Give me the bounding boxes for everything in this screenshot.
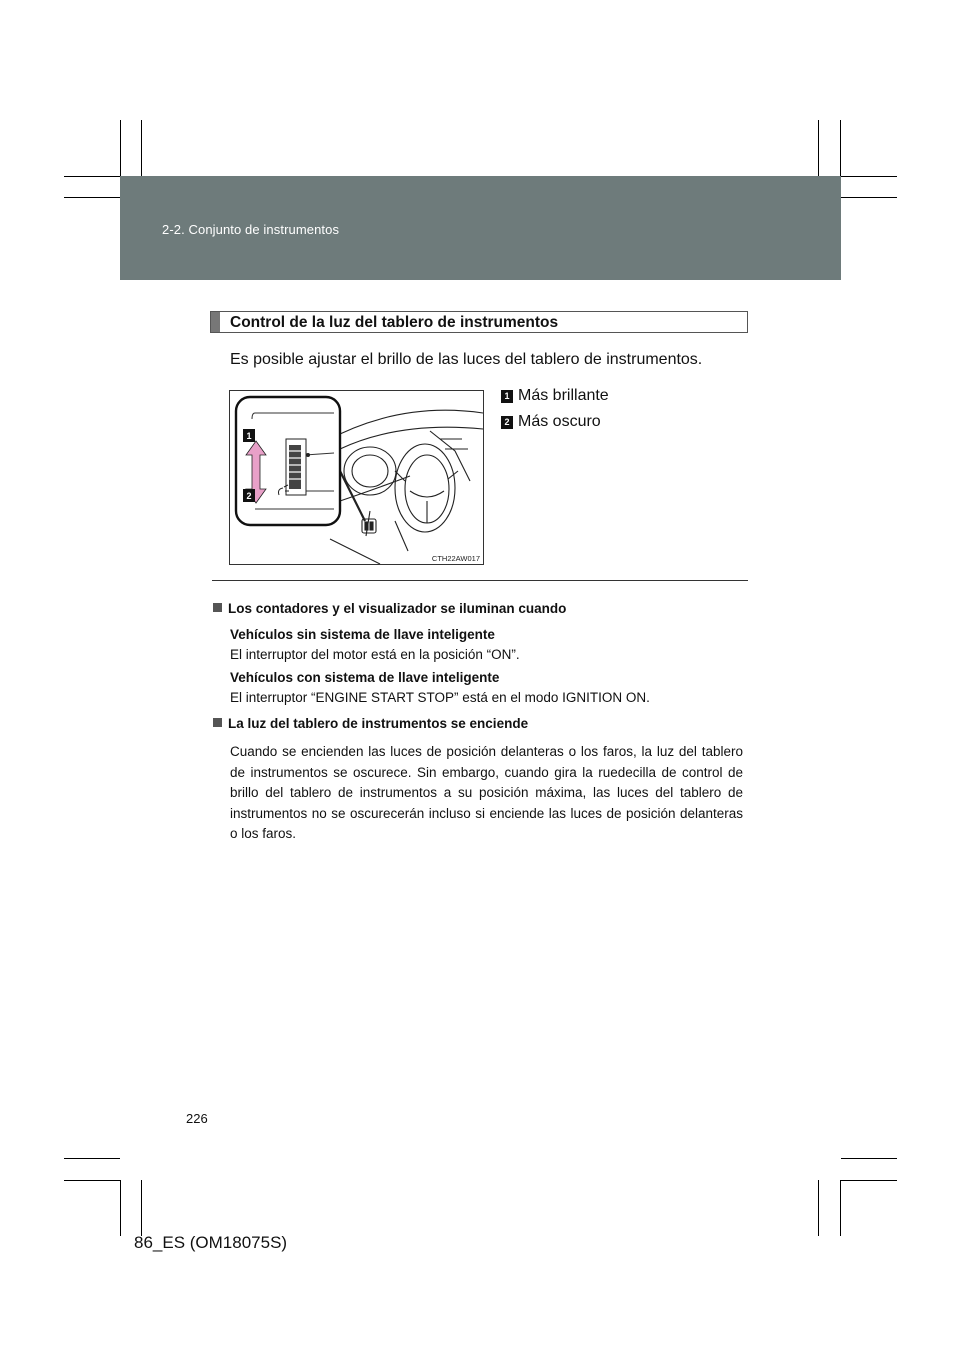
legend-number: 2 <box>501 416 513 429</box>
dashboard-illustration <box>229 390 484 565</box>
crop-mark <box>841 1180 897 1181</box>
crop-mark <box>818 120 819 176</box>
dimming-paragraph: Cuando se encienden las luces de posición delanteras o los faros, la luz del tablero de instrumentos se oscurece. Sin embargo, cuando gira la ruedecilla de control de brillo del tablero de instrumentos a su posición máxima, las luces del tablero de instrumentos no se oscurecerán incluso si enciende las luces de posición delanteras o los faros. <box>230 744 743 841</box>
section-heading-box <box>210 311 748 333</box>
text-without-smart-key: El interruptor del motor está en la posición “ON”. <box>230 647 520 662</box>
legend-label: Más brillante <box>518 387 609 404</box>
page-number: 226 <box>186 1111 208 1126</box>
divider <box>212 580 748 581</box>
crop-mark <box>64 176 120 177</box>
crop-mark <box>841 1158 897 1159</box>
breadcrumb: 2-2. Conjunto de instrumentos <box>162 222 340 237</box>
text-with-smart-key: El interruptor “ENGINE START STOP” está en el modo IGNITION ON. <box>230 690 650 705</box>
intro-text: Es posible ajustar el brillo de las luces del tablero de instrumentos. <box>230 351 703 368</box>
bullet-square <box>213 603 222 612</box>
crop-mark <box>64 1180 120 1181</box>
crop-mark <box>141 120 142 176</box>
crop-mark <box>840 120 841 176</box>
crop-mark <box>840 1180 841 1236</box>
crop-mark <box>841 197 897 198</box>
figure-code: CTH22AW017 <box>431 554 480 563</box>
crop-mark <box>120 120 121 176</box>
crop-mark <box>64 197 120 198</box>
crop-mark <box>141 1180 142 1236</box>
legend-item-brighter <box>501 387 609 405</box>
document-code: 86_ES (OM18075S) <box>134 1233 288 1252</box>
note-heading-illumination: Los contadores y el visualizador se iluminan cuando <box>213 601 566 616</box>
legend-item-darker <box>501 413 601 431</box>
legend-label: Más oscuro <box>518 413 601 430</box>
subheading-without-smart-key: Vehículos sin sistema de llave inteligente <box>230 627 495 642</box>
crop-mark <box>120 1180 121 1236</box>
marker-2: 2 <box>246 491 252 501</box>
crop-mark <box>841 176 897 177</box>
bullet-square <box>213 718 222 727</box>
marker-1: 1 <box>246 431 252 441</box>
legend-number: 1 <box>501 390 513 403</box>
crop-mark <box>64 1158 120 1159</box>
section-title: Control de la luz del tablero de instrumentos <box>230 314 559 331</box>
dashboard-drawing <box>230 391 483 564</box>
crop-mark <box>818 1180 819 1236</box>
section-heading-bar <box>211 312 220 332</box>
subheading-with-smart-key: Vehículos con sistema de llave inteligente <box>230 670 500 685</box>
note-heading-dimming: La luz del tablero de instrumentos se enciende <box>213 716 528 731</box>
